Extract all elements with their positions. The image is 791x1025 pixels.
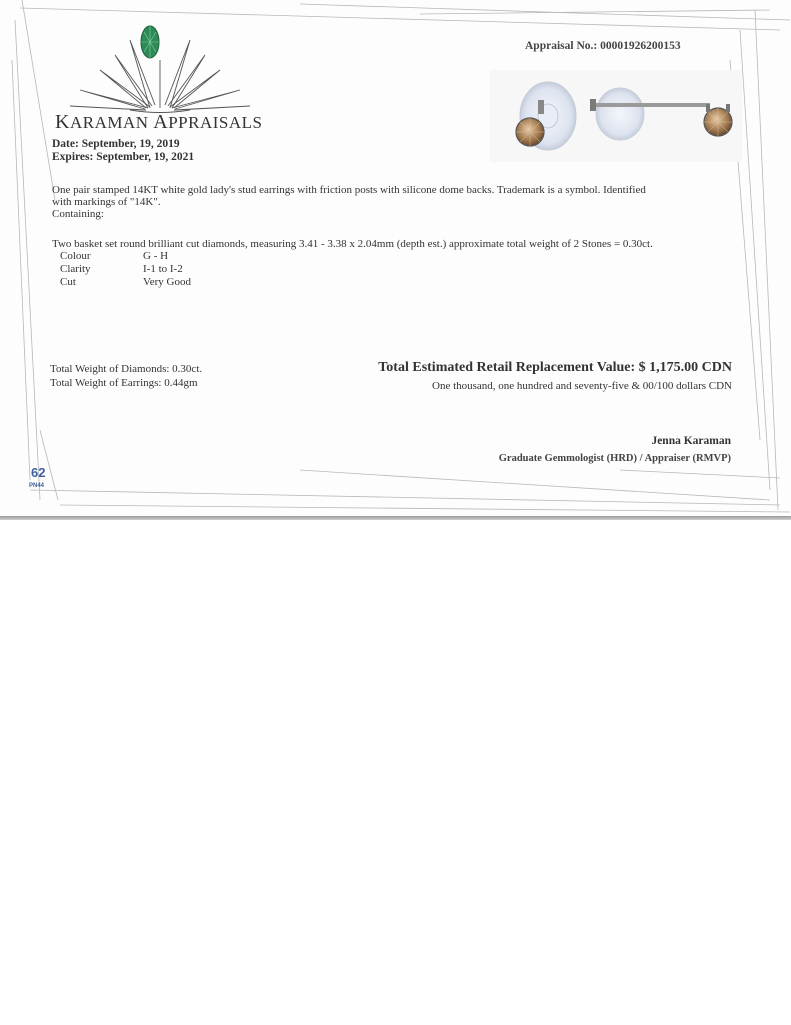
earring-photo [490,70,742,162]
item-description [52,184,732,220]
appraiser-name: Jenna Karaman [651,435,731,447]
description-line: with markings of "14K". [52,196,161,208]
date-block [52,138,194,164]
description-line: Containing: [52,208,104,220]
replacement-value-words: One thousand, one hundred and seventy-five & 00/100 dollars CDN [432,380,732,392]
stamp-code: PN44 [29,483,45,489]
spec-label-clarity: Clarity [60,263,91,275]
spec-value-cut: Very Good [143,276,191,288]
appraisal-date: Date: September, 19, 2019 [52,138,180,150]
spec-label-colour: Colour [60,250,91,262]
total-earring-weight: Total Weight of Earrings: 0.44gm [50,377,198,389]
description-line: One pair stamped 14KT white gold lady's stud earrings with friction posts with silicone dome backs. Trademark is a symbol. Identified [52,184,646,196]
weight-totals [50,362,202,390]
company-name: KARAMAN APPRAISALS [55,111,263,133]
appraisal-number: Appraisal No.: 00001926200153 [525,40,681,52]
replacement-value: Total Estimated Retail Replacement Value: $ 1,175.00 CDN [378,360,732,375]
spec-value-colour: G - H [143,250,169,262]
expiry-date: Expires: September, 19, 2021 [52,151,195,163]
appraiser-credentials: Graduate Gemmologist (HRD) / Appraiser (RMVP) [498,453,731,464]
sheet-bottom-edge [0,516,791,520]
total-diamond-weight: Total Weight of Diamonds: 0.30ct. [50,363,203,375]
spec-label-cut: Cut [60,276,76,288]
stone-summary: Two basket set round brilliant cut diamonds, measuring 3.41 - 3.38 x 2.04mm (depth est.) approximate total weight of 2 Stones = 0.30ct. [52,238,653,250]
stamp-number: 62 [31,465,46,480]
spec-value-clarity: I-1 to I-2 [143,263,183,275]
